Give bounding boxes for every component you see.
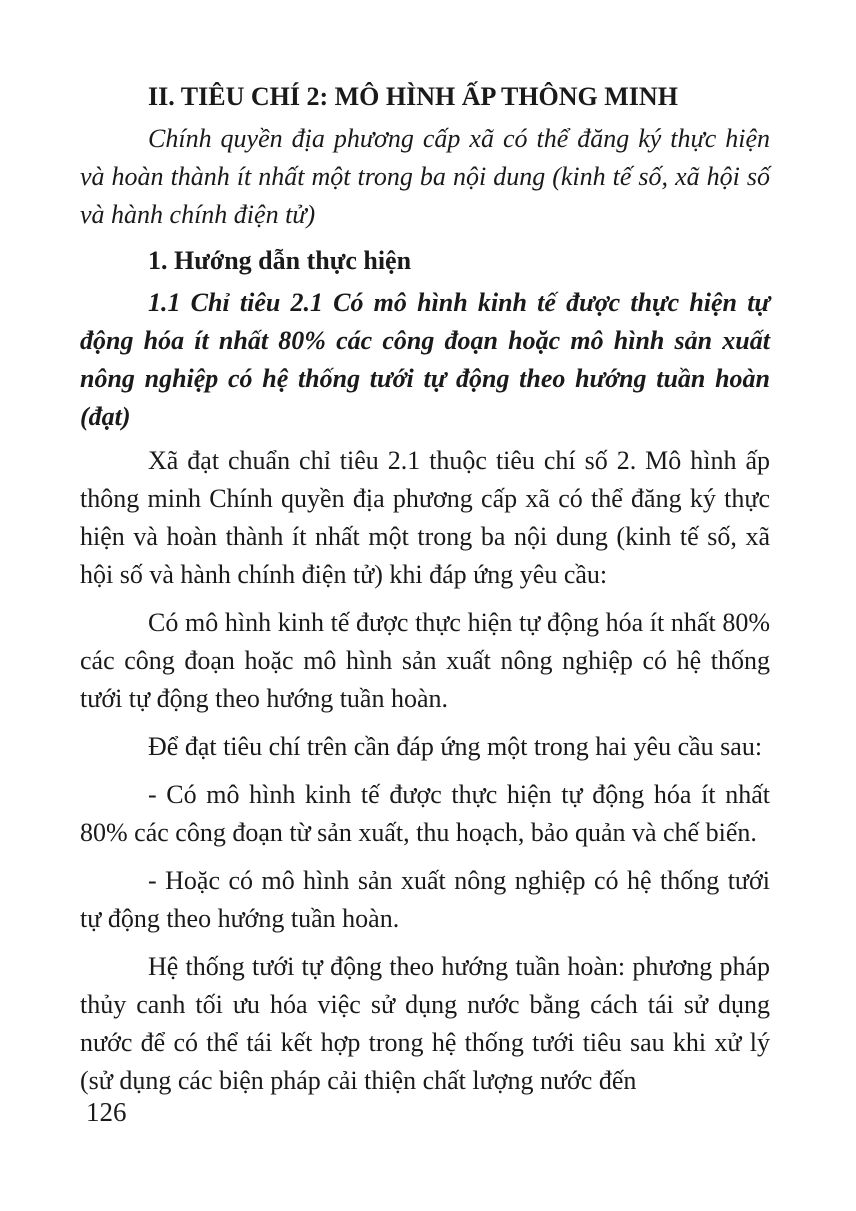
paragraph: Hệ thống tưới tự động theo hướng tuần hoàn: phương pháp thủy canh tối ưu hóa việc sử dụng nước bằng cách tái sử dụng nước để có thể tái kết hợp trong hệ thống tưới tiêu sau khi xử lý (sử dụng các biện pháp cải thiện chất lượng nước đến <box>80 952 770 1095</box>
indicator-heading: 1.1 Chỉ tiêu 2.1 Có mô hình kinh tế được thực hiện tự động hóa ít nhất 80% các công đoạn hoặc mô hình sản xuất nông nghiệp có hệ thống tưới tự động theo hướng tuần hoàn (đạt) <box>80 288 770 431</box>
page-number: 126 <box>86 1097 127 1127</box>
paragraph: Có mô hình kinh tế được thực hiện tự động hóa ít nhất 80% các công đoạn hoặc mô hình sản xuất nông nghiệp có hệ thống tưới tự động theo hướng tuần hoàn. <box>80 608 770 713</box>
subsection-title: 1. Hướng dẫn thực hiện <box>148 246 412 275</box>
section-intro: Chính quyền địa phương cấp xã có thể đăng ký thực hiện và hoàn thành ít nhất một trong ba nội dung (kinh tế số, xã hội số và hành chính điện tử) <box>80 124 770 229</box>
bullet-item: - Có mô hình kinh tế được thực hiện tự động hóa ít nhất 80% các công đoạn từ sản xuất, thu hoạch, bảo quản và chế biến. <box>80 780 770 847</box>
paragraph: Để đạt tiêu chí trên cần đáp ứng một trong hai yêu cầu sau: <box>148 732 763 761</box>
paragraph: Xã đạt chuẩn chỉ tiêu 2.1 thuộc tiêu chí số 2. Mô hình ấp thông minh Chính quyền địa phương cấp xã có thể đăng ký thực hiện và hoàn thành ít nhất một trong ba nội dung (kinh tế số, xã hội số và hành chính điện tử) khi đáp ứng yêu cầu: <box>80 446 770 589</box>
document-page <box>80 78 770 1100</box>
section-title: II. TIÊU CHÍ 2: MÔ HÌNH ẤP THÔNG MINH <box>148 82 678 111</box>
bullet-item: - Hoặc có mô hình sản xuất nông nghiệp có hệ thống tưới tự động theo hướng tuần hoàn. <box>80 866 770 933</box>
